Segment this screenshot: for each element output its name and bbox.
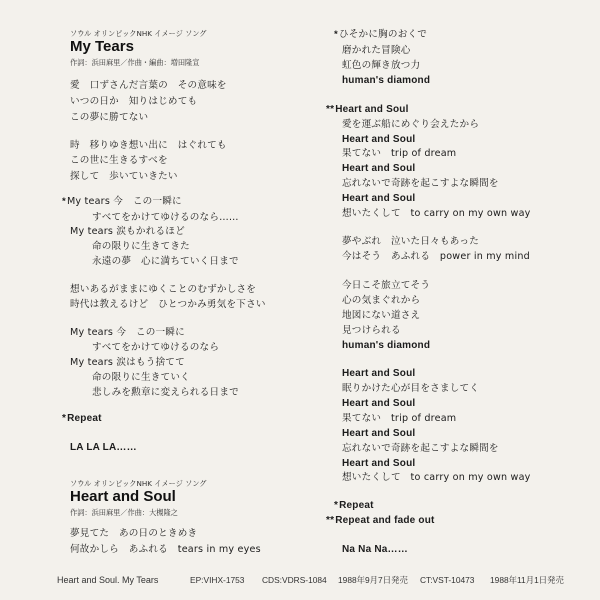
lyric-line: Heart and Soul — [342, 428, 416, 439]
lyric-line: My tears 涙はもう捨てて — [70, 357, 185, 368]
ep-catalog: EP:VIHX-1753 — [190, 575, 245, 585]
lyric-line: 愛を運ぶ船にめぐり会えたから — [342, 119, 480, 130]
song2-title: Heart and Soul — [70, 488, 176, 505]
repeat-marker: * — [334, 29, 338, 40]
lyric-line: この世に生きるすべを — [70, 155, 168, 166]
lyric-line: LA LA LA…… — [70, 442, 137, 453]
lyric-line: 心の気まぐれから — [342, 295, 421, 306]
lyric-line: 眠りかけた心が目をさましてく — [342, 383, 480, 394]
lyric-line: 命の限りに生きていく — [92, 372, 190, 383]
lyric-line: Heart and Soul — [342, 398, 416, 409]
lyric-line: **Repeat and fade out — [326, 515, 435, 526]
lyric-line: 夢やぶれ 泣いた日々もあった — [342, 236, 480, 247]
repeat-marker: * — [62, 196, 66, 207]
lyric-line: 見つけられる — [342, 325, 401, 336]
lyric-line: 果てない trip of dream — [342, 148, 457, 159]
lyric-line: Heart and Soul — [342, 134, 416, 145]
repeat-marker: ** — [326, 104, 335, 115]
lyric-line: 果てない trip of dream — [342, 413, 457, 424]
lyric-line: *Repeat — [334, 500, 374, 511]
release-info-footer — [0, 574, 600, 594]
lyric-line: human's diamond — [342, 340, 431, 351]
lyric-line: Heart and Soul — [342, 368, 416, 379]
release-date-2: 1988年11月1日発売 — [490, 575, 564, 585]
song1-title: My Tears — [70, 38, 134, 55]
lyric-line: My tears 今 この一瞬に — [70, 327, 185, 338]
lyric-line: 今はそう あふれる power in my mind — [342, 251, 530, 262]
lyric-line: いつの日か 知りはじめても — [70, 96, 198, 107]
lyric-line: 想いあるがままにゆくことのむずかしさを — [70, 284, 257, 295]
lyric-line: My tears 涙もかれるほど — [70, 226, 185, 237]
lyric-line: すべてをかけてゆけるのなら…… — [92, 212, 239, 223]
repeat-marker: * — [334, 500, 339, 511]
lyric-line: 想いたくして to carry on my own way — [342, 472, 531, 483]
lyric-line: 忘れないで奇跡を起こすよな瞬間を — [342, 178, 499, 189]
release-title: Heart and Soul. My Tears — [57, 575, 159, 585]
lyric-line: 時 移りゆき想い出に はぐれても — [70, 140, 227, 151]
lyric-line: 虹色の輝き放つ力 — [342, 60, 421, 71]
lyric-line: 時代は教えるけど ひとつかみ勇気を下さい — [70, 299, 266, 310]
repeat-marker: ** — [326, 515, 335, 526]
lyric-line: Heart and Soul — [342, 193, 416, 204]
repeat-marker: * — [62, 413, 67, 424]
ct-catalog: CT:VST-10473 — [420, 575, 475, 585]
lyric-line: 命の限りに生きてきた — [92, 241, 190, 252]
lyric-line: *My tears 今 この一瞬に — [62, 196, 182, 207]
lyric-line: Na Na Na…… — [342, 544, 408, 555]
release-date-1: 1988年9月7日発売 — [338, 575, 408, 585]
lyric-line: 磨かれた冒険心 — [342, 45, 411, 56]
song2-credits: 作詞：浜田麻里／作曲：大槻隆之 — [70, 508, 178, 517]
lyric-line: human's diamond — [342, 75, 431, 86]
cds-catalog: CDS:VDRS-1084 — [262, 575, 327, 585]
lyric-line: 忘れないで奇跡を起こすよな瞬間を — [342, 443, 499, 454]
lyric-line: 何故かしら あふれる tears in my eyes — [70, 544, 261, 555]
song2-subtitle: ソウル オリンピックNHK イメージ ソング — [70, 479, 207, 488]
lyric-line: *ひそかに胸のおくで — [334, 29, 428, 40]
lyric-line: 永遠の夢 心に満ちていく日まで — [92, 256, 239, 267]
lyric-line: この夢に勝てない — [70, 112, 149, 123]
lyric-line: 想いたくして to carry on my own way — [342, 208, 531, 219]
lyric-line: Heart and Soul — [342, 163, 416, 174]
lyric-line: **Heart and Soul — [326, 104, 409, 115]
lyric-line: *Repeat — [62, 413, 102, 424]
song1-subtitle: ソウル オリンピックNHK イメージ ソング — [70, 29, 207, 38]
lyric-line: 夢見てた あの日のときめき — [70, 528, 198, 539]
lyric-line: 地図にない道さえ — [342, 310, 421, 321]
lyric-line: 探して 歩いていきたい — [70, 171, 178, 182]
song1-credits: 作詞：浜田麻里／作曲・編曲：増田隆宣 — [70, 58, 200, 67]
lyric-line: すべてをかけてゆけるのなら — [92, 342, 220, 353]
lyric-line: Heart and Soul — [342, 458, 416, 469]
lyric-line: 愛 口ずさんだ言葉の その意味を — [70, 80, 227, 91]
lyric-line: 悲しみを勲章に変えられる日まで — [92, 387, 239, 398]
lyric-line: 今日こそ旅立てそう — [342, 280, 431, 291]
